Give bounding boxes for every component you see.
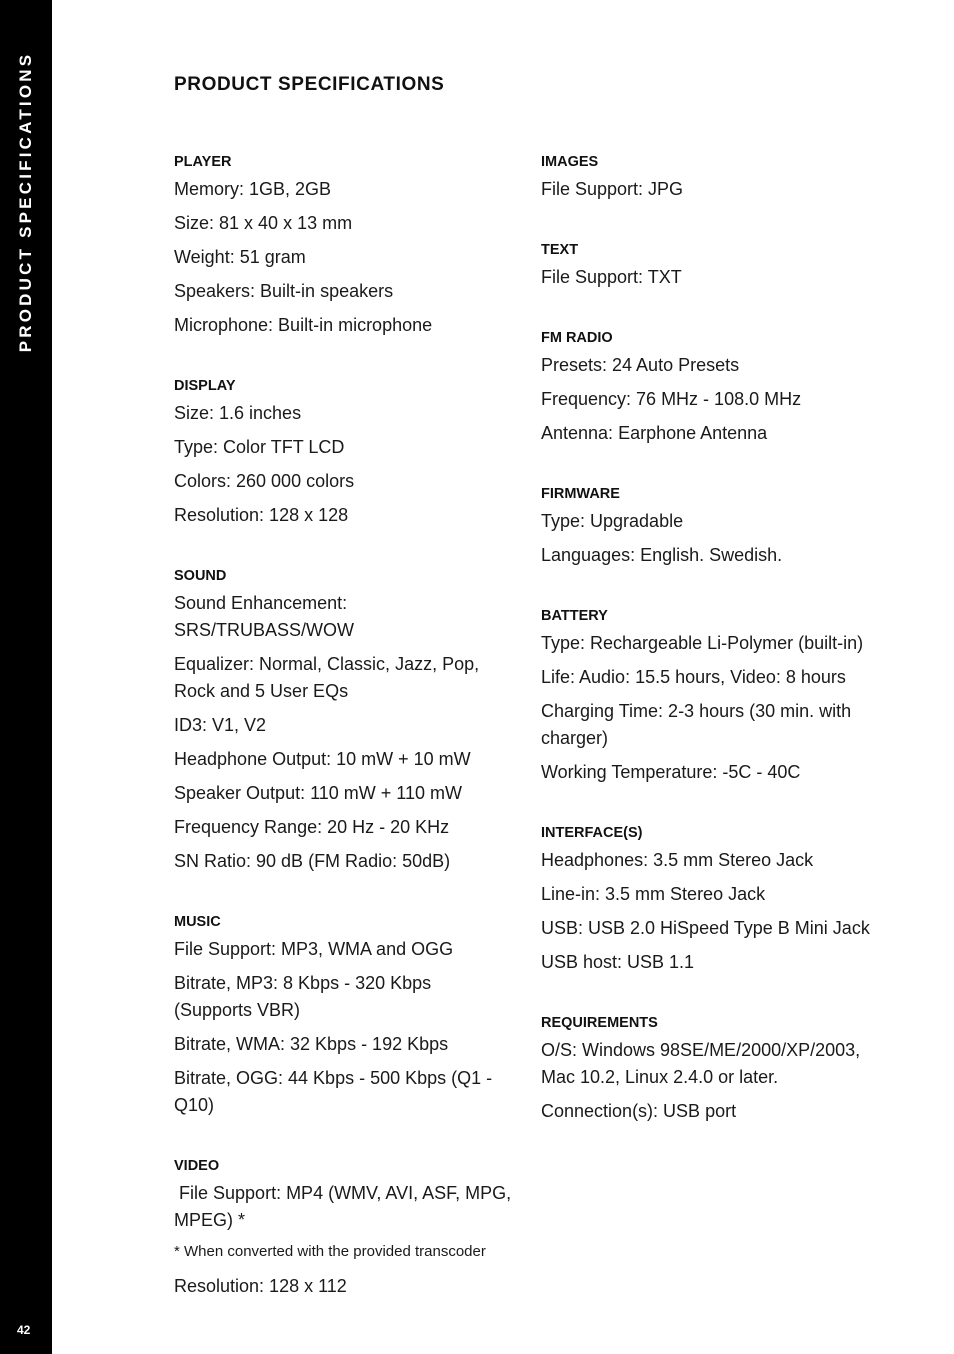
page-title: PRODUCT SPECIFICATIONS — [174, 74, 445, 95]
spec-item: Bitrate, WMA: 32 Kbps - 192 Kbps — [174, 1034, 449, 1054]
spec-section-fm-radio — [541, 329, 886, 447]
spec-section-display — [174, 377, 514, 529]
spec-item: File Support: JPG — [541, 179, 684, 199]
spec-item: Charging Time: 2-3 hours (30 min. with charger) — [541, 701, 852, 748]
spec-item: ID3: V1, V2 — [174, 715, 267, 735]
spec-item: Frequency Range: 20 Hz - 20 KHz — [174, 817, 450, 837]
spec-item: Life: Audio: 15.5 hours, Video: 8 hours — [541, 667, 846, 687]
sidebar — [0, 0, 52, 1354]
spec-item: Antenna: Earphone Antenna — [541, 423, 768, 443]
spec-item: O/S: Windows 98SE/ME/2000/XP/2003, Mac 10.2, Linux 2.4.0 or later. — [541, 1040, 861, 1087]
spec-item: Microphone: Built-in microphone — [174, 315, 433, 335]
spec-section-player — [174, 153, 514, 339]
section-heading: SOUND — [174, 568, 227, 584]
spec-section-images — [541, 153, 886, 203]
sidebar-title: PRODUCT SPECIFICATIONS — [16, 51, 35, 353]
spec-item: SN Ratio: 90 dB (FM Radio: 50dB) — [174, 851, 451, 871]
spec-item: Speakers: Built-in speakers — [174, 281, 394, 301]
spec-item: Size: 81 x 40 x 13 mm — [174, 213, 353, 233]
spec-item: File Support: MP4 (WMV, AVI, ASF, MPG, MPEG) * — [174, 1183, 517, 1230]
spec-section-interfaces — [541, 824, 886, 976]
right-column — [541, 153, 886, 1163]
spec-section-firmware — [541, 485, 886, 569]
spec-item: Presets: 24 Auto Presets — [541, 355, 740, 375]
section-heading: MUSIC — [174, 914, 221, 930]
section-heading: FM RADIO — [541, 330, 613, 346]
spec-item: Working Temperature: -5C - 40C — [541, 762, 801, 782]
spec-section-requirements — [541, 1014, 886, 1125]
spec-section-video — [174, 1157, 517, 1300]
spec-item: Line-in: 3.5 mm Stereo Jack — [541, 884, 766, 904]
section-heading: PLAYER — [174, 154, 232, 170]
spec-section-battery — [541, 607, 886, 786]
spec-item: Memory: 1GB, 2GB — [174, 179, 332, 199]
spec-item: USB host: USB 1.1 — [541, 952, 695, 972]
spec-footnote: * When converted with the provided transcoder — [174, 1243, 486, 1260]
spec-item: Speaker Output: 110 mW + 110 mW — [174, 783, 462, 803]
spec-item: Bitrate, MP3: 8 Kbps - 320 Kbps (Supports VBR) — [174, 973, 432, 1020]
section-heading: TEXT — [541, 242, 579, 258]
spec-item: USB: USB 2.0 HiSpeed Type B Mini Jack — [541, 918, 870, 938]
spec-item: Resolution: 128 x 128 — [174, 505, 349, 525]
section-heading: DISPLAY — [174, 378, 236, 394]
spec-item: Headphone Output: 10 mW + 10 mW — [174, 749, 471, 769]
section-heading: FIRMWARE — [541, 486, 620, 502]
spec-item: Type: Rechargeable Li-Polymer (built-in) — [541, 633, 864, 653]
section-heading: VIDEO — [174, 1158, 220, 1174]
section-heading: BATTERY — [541, 608, 608, 624]
spec-section-text — [541, 241, 886, 291]
spec-item: Sound Enhancement: SRS/TRUBASS/WOW — [174, 593, 355, 640]
spec-item: Bitrate, OGG: 44 Kbps - 500 Kbps (Q1 - Q10) — [174, 1068, 493, 1115]
left-column — [174, 153, 517, 1338]
section-heading: IMAGES — [541, 154, 599, 170]
spec-item: Frequency: 76 MHz - 108.0 MHz — [541, 389, 802, 409]
spec-item: Type: Color TFT LCD — [174, 437, 345, 457]
spec-item: Size: 1.6 inches — [174, 403, 302, 423]
spec-item: Headphones: 3.5 mm Stereo Jack — [541, 850, 814, 870]
section-heading: REQUIREMENTS — [541, 1015, 658, 1031]
spec-item: Connection(s): USB port — [541, 1101, 737, 1121]
spec-item: File Support: TXT — [541, 267, 682, 287]
spec-item: Resolution: 128 x 112 — [174, 1276, 347, 1296]
spec-item: Languages: English. Swedish. — [541, 545, 783, 565]
spec-item: File Support: MP3, WMA and OGG — [174, 939, 454, 959]
section-heading: INTERFACE(S) — [541, 825, 643, 841]
page-number: 42 — [17, 1323, 31, 1337]
spec-item: Colors: 260 000 colors — [174, 471, 355, 491]
spec-item: Type: Upgradable — [541, 511, 684, 531]
spec-item: Weight: 51 gram — [174, 247, 306, 267]
spec-item: Equalizer: Normal, Classic, Jazz, Pop, Rock and 5 User EQs — [174, 654, 480, 701]
spec-section-sound — [174, 567, 514, 875]
spec-section-music — [174, 913, 514, 1119]
